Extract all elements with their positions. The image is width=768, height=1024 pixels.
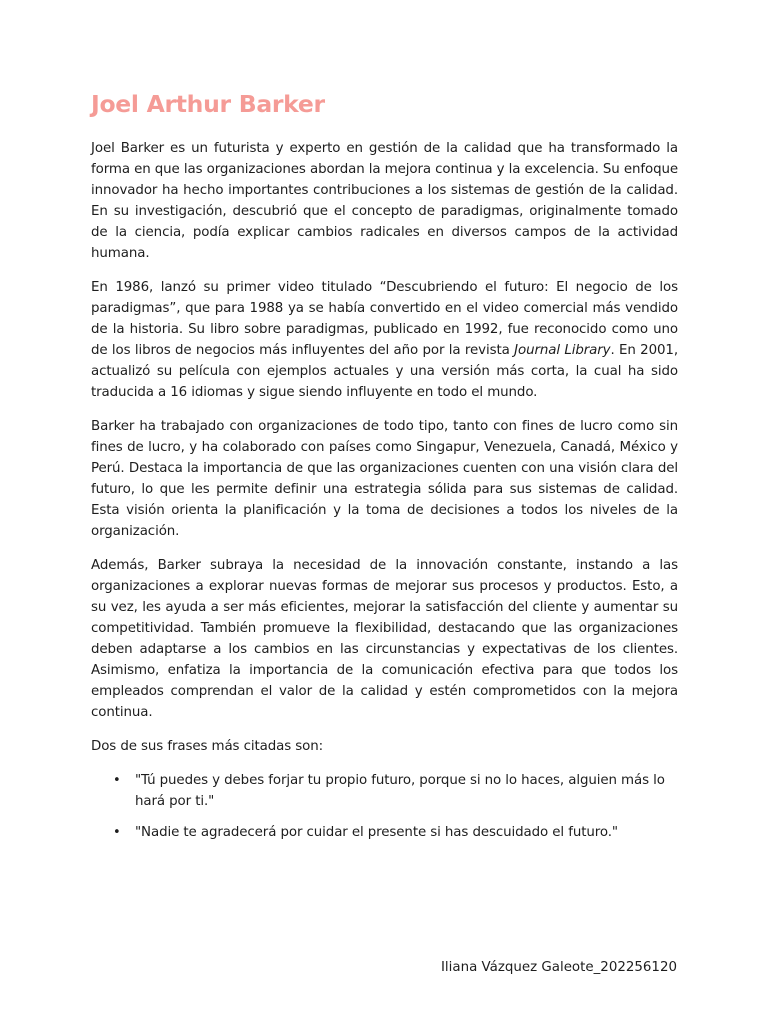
quote-text: "Nadie te agradecerá por cuidar el presente si has descuidado el futuro." — [135, 825, 618, 840]
document-page — [91, 86, 678, 853]
paragraph-history — [91, 277, 678, 403]
bullet-icon: • — [113, 773, 121, 788]
list-item — [91, 770, 678, 812]
paragraph-quotes-intro: Dos de sus frases más citadas son: — [91, 739, 324, 754]
document-title: Joel Arthur Barker — [91, 90, 325, 118]
quotes-list — [91, 770, 678, 843]
paragraph-history-text-2: . En 2001, actualizó su película con ejemplos actuales y una versión más corta, la cual ha sido traducida a 16 idiomas y sigue siendo influyente en todo el mundo. — [91, 343, 678, 400]
author-footer: Iliana Vázquez Galeote_202256120 — [440, 960, 677, 975]
paragraph-innovation: Además, Barker subraya la necesidad de la innovación constante, instando a las organizaciones a explorar nuevas formas de mejorar sus procesos y productos. Esto, a su vez, les ayuda a ser más eficientes, mejorar la satisfacción del cliente y aumentar su competitividad. También promueve la flexibilidad, destacando que las organizaciones deben adaptarse a los cambios en las circunstancias y expectativas de los clientes. Asimismo, enfatiza la importancia de la comunicación efectiva para que todos los empleados comprendan el valor de la calidad y estén comprometidos con la mejora continua. — [91, 558, 678, 720]
paragraph-intro: Joel Barker es un futurista y experto en gestión de la calidad que ha transformado la forma en que las organizaciones abordan la mejora continua y la excelencia. Su enfoque innovador ha hecho importantes contribuciones a los sistemas de gestión de la calidad. En su investigación, descubrió que el concepto de paradigmas, originalmente tomado de la ciencia, podía explicar cambios radicales en diversos campos de la actividad humana. — [91, 141, 678, 261]
list-item — [91, 822, 678, 843]
journal-name: Journal Library — [514, 343, 611, 358]
paragraph-organizations: Barker ha trabajado con organizaciones de todo tipo, tanto con fines de lucro como sin fines de lucro, y ha colaborado con países como Singapur, Venezuela, Canadá, México y Perú. Destaca la importancia de que las organizaciones cuenten con una visión clara del futuro, lo que les permite definir una estrategia sólida para sus sistemas de calidad. Esta visión orienta la planificación y la toma de decisiones a todos los niveles de la organización. — [91, 419, 678, 539]
bullet-icon: • — [113, 825, 121, 840]
quote-text: "Tú puedes y debes forjar tu propio futuro, porque si no lo haces, alguien más lo hará por ti." — [135, 773, 665, 809]
paragraph-history-text-1: En 1986, lanzó su primer video titulado “Descubriendo el futuro: El negocio de los paradigmas”, que para 1988 ya se había convertido en el video comercial más vendido de la historia. Su libro sobre paradigmas, publicado en 1992, fue reconocido como uno de los libros de negocios más influyentes del año por la revista — [91, 280, 678, 358]
